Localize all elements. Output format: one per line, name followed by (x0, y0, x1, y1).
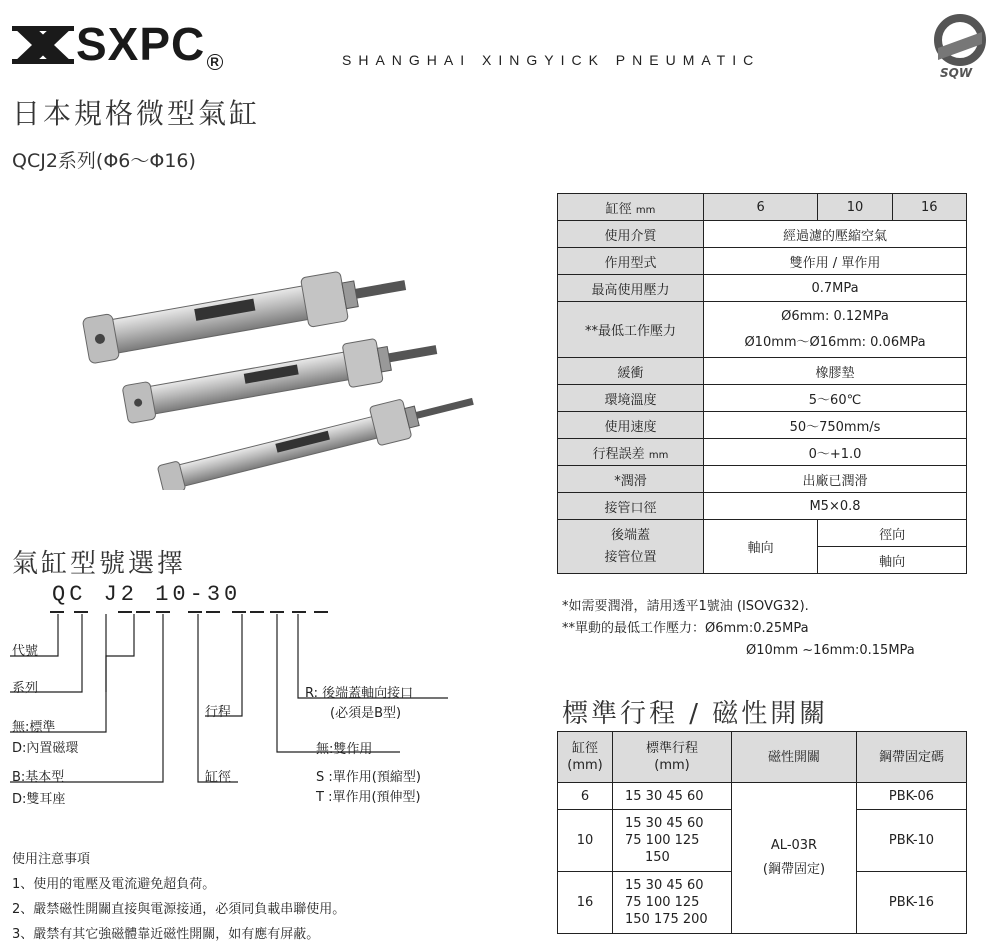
label-r-note: (必須是B型) (330, 706, 402, 721)
label-magnet: D:內置磁環 (12, 741, 79, 756)
spec-value: 5～60℃ (704, 385, 967, 412)
brand-mark-text: SQW (940, 66, 973, 80)
switch-note: (鋼帶固定) (762, 862, 826, 877)
spec-value: 0.7MPa (704, 275, 967, 302)
label-clevis: D:雙耳座 (12, 792, 66, 807)
spec-label: 最高使用壓力 (558, 275, 704, 302)
model-code-text: QC J2 10-30 (52, 582, 242, 607)
page-title: 日本規格微型氣缸 (12, 97, 261, 130)
usage-item: 1、使用的電壓及電流避免超負荷。 (12, 877, 216, 892)
series-subtitle: QCJ2系列(Φ6～Φ16) (12, 150, 196, 172)
registered-mark: R (207, 54, 223, 70)
spec-value: M5×0.8 (704, 493, 967, 520)
company-name: SHANGHAI XINGYICK PNEUMATIC (342, 52, 761, 68)
spec-label: 行程誤差 mm (558, 439, 704, 466)
stroke-values: 15 30 45 60 75 100 125 150 (613, 810, 732, 872)
spec-value: 0～+1.0 (704, 439, 967, 466)
stroke-header-bore: 缸徑 (mm) (558, 732, 613, 783)
label-double-acting: 無:雙作用 (316, 742, 373, 757)
bracket: PBK-06 (857, 783, 967, 810)
rear-port-label: 後端蓋 接管位置 (558, 520, 704, 574)
stroke-table (557, 731, 967, 934)
label-standard: 無:標準 (12, 720, 56, 735)
cylinder-product-image (75, 250, 495, 490)
spec-label: 使用介質 (558, 221, 704, 248)
sxpc-logo (12, 14, 223, 92)
sqw-brand-logo (928, 10, 992, 82)
spec-label: *潤滑 (558, 466, 704, 493)
spec-value: 橡膠墊 (704, 358, 967, 385)
rear-port-axial-2: 軸向 (818, 547, 967, 574)
spec-label: 接管口徑 (558, 493, 704, 520)
rear-port-axial: 軸向 (704, 520, 818, 574)
spec-value: 經過濾的壓縮空氣 (704, 221, 967, 248)
stroke-header-stroke: 標準行程 (mm) (613, 732, 732, 783)
label-stroke: 行程 (205, 705, 232, 720)
spec-value: 雙作用 / 單作用 (704, 248, 967, 275)
magnetic-switch (732, 783, 857, 934)
label-r-option: R: 後端蓋軸向接口 (305, 686, 414, 701)
note-single-acting: **單動的最低工作壓力：Ø6mm:0.25MPa (562, 621, 809, 636)
stroke-bore: 16 (558, 872, 613, 934)
stroke-values: 15 30 45 60 75 100 125 150 175 200 (613, 872, 732, 934)
spec-label: **最低工作壓力 (558, 302, 704, 358)
spec-label: 作用型式 (558, 248, 704, 275)
logo-text: SXPC (76, 18, 206, 70)
usage-item: 2、嚴禁磁性開關直接與電源接通，必須同負載串聯使用。 (12, 902, 346, 917)
model-section-title: 氣缸型號選擇 (12, 549, 187, 579)
spec-notes (562, 596, 915, 662)
switch-model: AL-03R (770, 838, 818, 853)
rear-port-radial: 徑向 (818, 520, 967, 547)
label-basic-type: B:基本型 (12, 770, 65, 785)
label-bore: 缸徑 (205, 770, 232, 785)
stroke-section-title: 標準行程 / 磁性開關 (562, 699, 829, 729)
bracket: PBK-10 (857, 810, 967, 872)
stroke-header-bracket: 鋼帶固定碼 (857, 732, 967, 783)
stroke-bore: 6 (558, 783, 613, 810)
min-pressure-10-16: Ø10mm～Ø16mm: 0.06MPa (744, 334, 926, 350)
usage-notes (12, 847, 345, 947)
stroke-header-switch: 磁性開關 (732, 732, 857, 783)
usage-title: 使用注意事項 (12, 852, 91, 867)
label-code: 代號 (12, 644, 39, 659)
label-single-s: S :單作用(預縮型) (316, 770, 421, 785)
stroke-bore: 10 (558, 810, 613, 872)
label-series: 系列 (12, 681, 39, 696)
min-pressure-6: Ø6mm: 0.12MPa (781, 308, 889, 324)
spec-value (704, 302, 967, 358)
x-logo-icon (12, 26, 74, 64)
bore-6: 6 (704, 194, 818, 221)
bracket: PBK-16 (857, 872, 967, 934)
usage-item: 3、嚴禁有其它強磁體靠近磁性開關，如有應有屏蔽。 (12, 927, 320, 942)
stroke-values: 15 30 45 60 (613, 783, 732, 810)
bore-header: 缸徑 mm (558, 194, 704, 221)
note-single-acting-2: Ø10mm ~16mm:0.15MPa (746, 643, 915, 658)
spec-value: 50～750mm/s (704, 412, 967, 439)
spec-label: 環境溫度 (558, 385, 704, 412)
spec-value: 出廠已潤滑 (704, 466, 967, 493)
bore-16: 16 (892, 194, 966, 221)
spec-label: 緩衝 (558, 358, 704, 385)
note-lubrication: *如需要潤滑，請用透平1號油 (ISOVG32). (562, 599, 809, 614)
spec-table (557, 193, 967, 574)
bore-10: 10 (818, 194, 892, 221)
spec-label: 使用速度 (558, 412, 704, 439)
label-single-t: T :單作用(預伸型) (316, 790, 421, 805)
